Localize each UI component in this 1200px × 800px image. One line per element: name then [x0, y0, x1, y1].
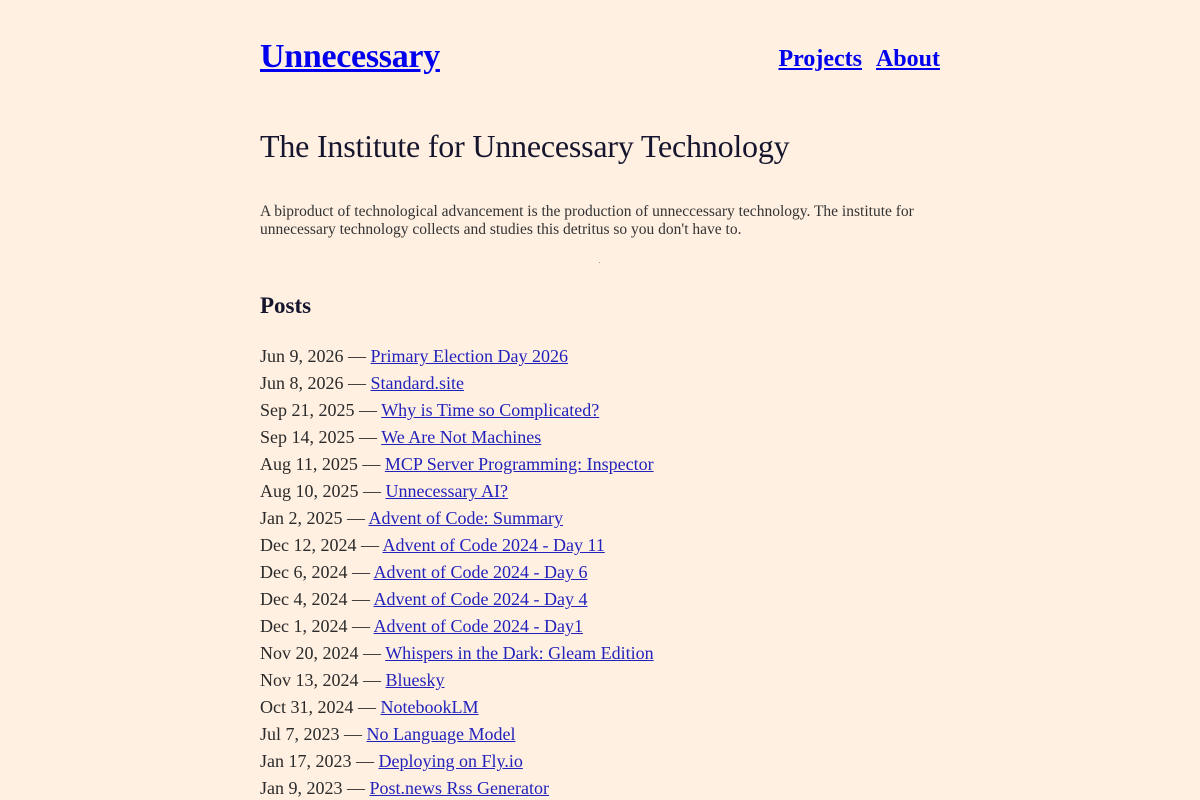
post-link[interactable]: Advent of Code 2024 - Day 11 [382, 535, 605, 555]
post-separator: — [351, 562, 370, 582]
post-item [260, 370, 654, 397]
post-link[interactable]: Standard.site [370, 373, 464, 393]
post-link[interactable]: MCP Server Programming: Inspector [384, 454, 654, 474]
intro-paragraph: A biproduct of technological advancement is the production of unneccessary technology. The institute for unnecessary technology collects and studies this detritus so you don't have to. [260, 203, 914, 238]
post-separator: — [344, 724, 363, 744]
post-separator: — [348, 346, 367, 366]
post-item [260, 451, 654, 478]
post-separator: — [347, 508, 365, 528]
page-title: The Institute for Unnecessary Technology [260, 128, 790, 164]
site-header [260, 0, 940, 100]
post-link[interactable]: No Language Model [366, 724, 516, 744]
post-date: Jun 9, 2026 [260, 346, 344, 366]
post-link[interactable]: Whispers in the Dark: Gleam Edition [385, 643, 654, 663]
post-date: Dec 12, 2024 [260, 535, 357, 555]
post-item [260, 613, 654, 640]
post-separator: — [359, 427, 377, 447]
post-item [260, 640, 654, 667]
post-date: Dec 1, 2024 [260, 616, 348, 636]
post-separator: — [360, 535, 379, 555]
post-link[interactable]: Bluesky [385, 670, 445, 690]
post-item [260, 424, 654, 451]
post-separator: — [362, 454, 381, 474]
top-nav [770, 46, 940, 73]
post-item [260, 721, 654, 748]
post-link[interactable]: Advent of Code 2024 - Day 6 [373, 562, 588, 582]
post-date: Nov 13, 2024 [260, 670, 359, 690]
post-separator: — [363, 670, 381, 690]
post-link[interactable]: Why is Time so Complicated? [381, 400, 600, 420]
post-separator: — [363, 643, 381, 663]
post-item [260, 559, 654, 586]
post-separator: — [347, 778, 365, 798]
post-link[interactable]: Advent of Code 2024 - Day 4 [373, 589, 588, 609]
post-item [260, 505, 654, 532]
post-item [260, 586, 654, 613]
nav-about-link[interactable]: About [875, 46, 940, 72]
post-link[interactable]: Advent of Code 2024 - Day1 [373, 616, 583, 636]
post-date: Sep 14, 2025 [260, 427, 355, 447]
post-date: Dec 4, 2024 [260, 589, 348, 609]
post-separator: — [351, 616, 370, 636]
post-item [260, 775, 654, 800]
post-item [260, 667, 654, 694]
post-list [260, 343, 654, 800]
post-date: Oct 31, 2024 [260, 697, 354, 717]
page-container [260, 0, 940, 798]
post-date: Sep 21, 2025 [260, 400, 355, 420]
post-date: Jan 17, 2023 [260, 751, 352, 771]
nav-projects-link[interactable]: Projects [778, 46, 862, 72]
site-title-link[interactable]: Unnecessary [260, 38, 440, 75]
post-date: Nov 20, 2024 [260, 643, 359, 663]
post-item [260, 532, 654, 559]
post-item [260, 478, 654, 505]
post-link[interactable]: We Are Not Machines [381, 427, 542, 447]
post-separator: — [359, 400, 377, 420]
post-link[interactable]: Post.news Rss Generator [369, 778, 549, 798]
posts-heading: Posts [260, 293, 312, 318]
post-date: Dec 6, 2024 [260, 562, 348, 582]
post-date: Jan 9, 2023 [260, 778, 343, 798]
post-separator: — [363, 481, 381, 501]
post-link[interactable]: Advent of Code: Summary [368, 508, 563, 528]
post-link[interactable]: Deploying on Fly.io [378, 751, 523, 771]
post-link[interactable]: Unnecessary AI? [385, 481, 508, 501]
post-link[interactable]: Primary Election Day 2026 [370, 346, 568, 366]
post-item [260, 748, 654, 775]
post-date: Jun 8, 2026 [260, 373, 344, 393]
section-divider [599, 262, 600, 263]
post-date: Aug 10, 2025 [260, 481, 359, 501]
post-item [260, 343, 654, 370]
post-separator: — [358, 697, 376, 717]
post-separator: — [348, 373, 367, 393]
post-date: Aug 11, 2025 [260, 454, 358, 474]
post-date: Jul 7, 2023 [260, 724, 340, 744]
post-separator: — [351, 589, 370, 609]
post-link[interactable]: NotebookLM [380, 697, 479, 717]
post-item [260, 397, 654, 424]
post-item [260, 694, 654, 721]
post-date: Jan 2, 2025 [260, 508, 343, 528]
post-separator: — [356, 751, 374, 771]
